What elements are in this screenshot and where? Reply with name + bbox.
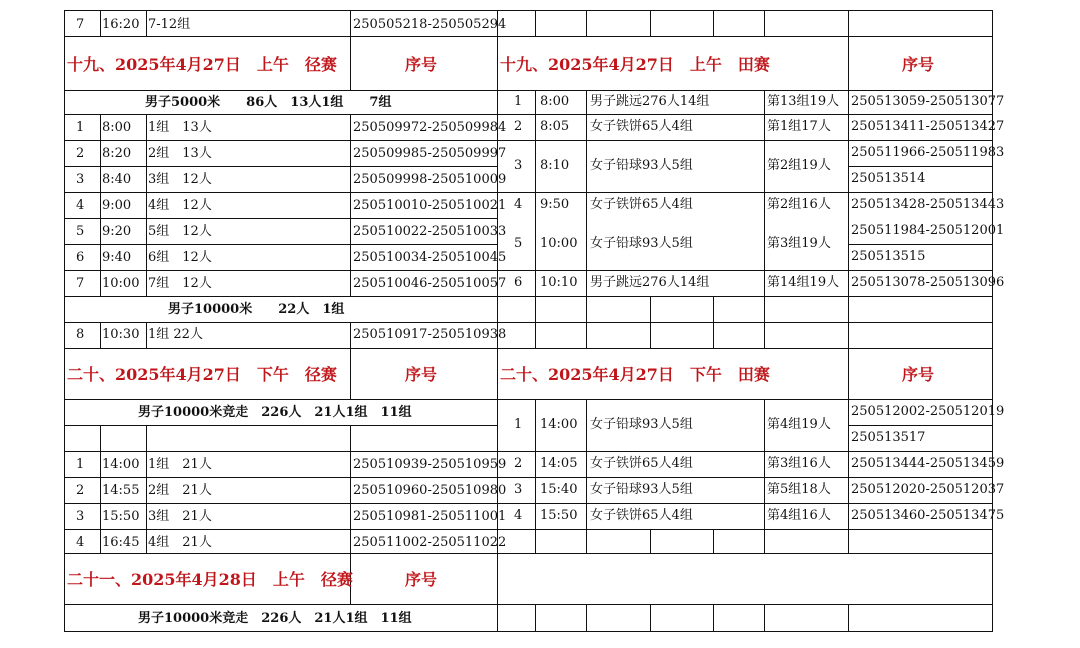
field-cell-n: 3 [514, 482, 523, 497]
grid-line [64, 451, 498, 452]
track-cell-time: 16:45 [102, 535, 140, 550]
track-cell-group: 1组 21人 [148, 457, 212, 472]
track-cell-time: 9:40 [102, 250, 132, 265]
grid-line [497, 477, 993, 478]
sec19-seq-header: 序号 [405, 55, 438, 74]
sec21-track-title: 二十一、2025年4月28日 上午 径赛 [67, 570, 353, 589]
field-cell-event: 男子跳远276人14组 [590, 275, 710, 290]
track-cell-n: 7 [76, 276, 85, 291]
grid-line [100, 425, 101, 554]
grid-line [64, 244, 498, 245]
grid-line [535, 296, 536, 349]
grid-line [146, 114, 147, 297]
track-cell-n: 3 [76, 509, 85, 524]
grid-line [64, 192, 498, 193]
grid-line [848, 399, 849, 530]
top-row-group: 7-12组 [148, 17, 191, 32]
grid-line [64, 218, 498, 219]
track-cell-group: 4组 21人 [148, 535, 212, 550]
top-row-time: 16:20 [102, 17, 140, 32]
top-row-number: 7 [76, 17, 85, 32]
grid-line [535, 399, 536, 530]
track-cell-time: 8:20 [102, 146, 132, 161]
grid-line [535, 10, 536, 37]
grid-line [650, 529, 651, 554]
field-cell-event: 女子铅球93人5组 [590, 236, 693, 251]
track-cell-group: 2组 13人 [148, 146, 212, 161]
track-cell-n: 2 [76, 483, 85, 498]
grid-line [848, 425, 993, 426]
field-cell-seq: 250513517 [851, 430, 926, 445]
track-cell-n: 3 [76, 172, 85, 187]
field-cell-n: 6 [514, 275, 523, 290]
track-cell-time: 8:40 [102, 172, 132, 187]
grid-line [848, 166, 993, 167]
grid-line [497, 140, 993, 141]
field-cell-n: 3 [514, 158, 523, 173]
field-cell-group: 第3组16人 [767, 456, 831, 471]
sec20-field-title: 二十、2025年4月27日 下午 田赛 [500, 365, 770, 384]
field-cell-event: 女子铁饼65人4组 [590, 197, 693, 212]
grid-line [64, 503, 498, 504]
track-cell-group: 3组 12人 [148, 172, 212, 187]
grid-line [586, 10, 587, 37]
grid-line [586, 90, 587, 297]
grid-line [64, 348, 993, 349]
grid-line [713, 296, 714, 349]
track-cell-n: 5 [76, 224, 85, 239]
grid-line [64, 90, 993, 91]
field-cell-seq: 250512020-250512037 [851, 482, 1005, 497]
grid-line [64, 399, 993, 400]
grid-line [586, 604, 587, 632]
grid-line [350, 348, 351, 400]
grid-line [497, 451, 993, 452]
grid-line [764, 529, 765, 554]
grid-line [64, 10, 65, 632]
field-cell-group: 第13组19人 [767, 94, 840, 109]
track-cell-time: 8:00 [102, 120, 132, 135]
field-cell-seq: 250513428-250513443 [851, 197, 1005, 212]
grid-line [64, 270, 498, 271]
track-cell-group: 7组 12人 [148, 276, 212, 291]
sec21-seq-header: 序号 [405, 570, 438, 589]
field-cell-seq: 250513460-250513475 [851, 508, 1005, 523]
grid-line [764, 10, 765, 37]
grid-line [350, 10, 351, 37]
field-cell-seq: 250513514 [851, 171, 926, 186]
field-cell-event: 男子跳远276人14组 [590, 94, 710, 109]
track-cell-group: 1组 13人 [148, 120, 212, 135]
sec19-field-title: 十九、2025年4月27日 上午 田赛 [500, 55, 770, 74]
grid-line [146, 322, 147, 349]
track-cell-n: 1 [76, 457, 85, 472]
sec20-seq-header: 序号 [405, 365, 438, 384]
field-cell-time: 8:00 [540, 94, 570, 109]
grid-line [146, 10, 147, 37]
field-cell-group: 第4组16人 [767, 508, 831, 523]
field-cell-time: 15:50 [540, 508, 578, 523]
grid-line [64, 425, 498, 426]
sec19-row10000-seq: 250510917-250510938 [353, 327, 507, 342]
field-cell-group: 第4组19人 [767, 417, 831, 432]
field-cell-seq: 250513078-250513096 [851, 275, 1005, 290]
field-cell-seq: 250513444-250513459 [851, 456, 1005, 471]
sec19-row10000-time: 10:30 [102, 327, 140, 342]
grid-line [350, 36, 351, 91]
field-cell-time: 10:00 [540, 236, 578, 251]
grid-line [848, 244, 993, 245]
track-cell-time: 14:00 [102, 457, 140, 472]
grid-line [535, 90, 536, 297]
field-cell-group: 第2组16人 [767, 197, 831, 212]
field-cell-seq: 250513059-250513077 [851, 94, 1005, 109]
field-cell-group: 第14组19人 [767, 275, 840, 290]
sec21-sub: 男子10000米竞走 226人 21人1组 11组 [138, 611, 412, 626]
track-cell-group: 6组 12人 [148, 250, 212, 265]
grid-line [350, 425, 351, 554]
field-cell-n: 1 [514, 94, 523, 109]
track-cell-time: 10:00 [102, 276, 140, 291]
field-cell-seq: 250511984-250512001 [851, 223, 1005, 238]
grid-line [350, 114, 351, 297]
field-cell-n: 1 [514, 417, 523, 432]
sec20-track-title: 二十、2025年4月27日 下午 径赛 [67, 365, 337, 384]
field-cell-event: 女子铅球93人5组 [590, 482, 693, 497]
grid-line [497, 503, 993, 504]
grid-line [713, 529, 714, 554]
grid-line [64, 553, 993, 554]
track-cell-time: 9:20 [102, 224, 132, 239]
grid-line [64, 10, 993, 11]
grid-line [586, 399, 587, 530]
track-cell-seq: 250509985-250509997 [353, 146, 507, 161]
grid-line [497, 114, 993, 115]
grid-line [848, 36, 849, 91]
track-cell-group: 3组 21人 [148, 509, 212, 524]
grid-line [764, 296, 765, 349]
track-cell-n: 1 [76, 120, 85, 135]
track-cell-time: 14:55 [102, 483, 140, 498]
track-cell-group: 5组 12人 [148, 224, 212, 239]
grid-line [64, 166, 498, 167]
track-cell-seq: 250510981-250511001 [353, 509, 507, 524]
sec19-track-title: 十九、2025年4月27日 上午 径赛 [67, 55, 337, 74]
sec20-sub: 男子10000米竞走 226人 21人1组 11组 [138, 405, 412, 420]
grid-line [64, 140, 498, 141]
field-cell-n: 2 [514, 119, 523, 134]
grid-line [64, 631, 993, 632]
grid-line [350, 322, 351, 349]
field-cell-time: 10:10 [540, 275, 578, 290]
field-cell-n: 2 [514, 456, 523, 471]
grid-line [848, 10, 849, 37]
field-cell-time: 8:10 [540, 158, 570, 173]
field-cell-event: 女子铅球93人5组 [590, 158, 693, 173]
sec19-sub-5000: 男子5000米 86人 13人1组 7组 [145, 95, 392, 110]
grid-line [64, 529, 498, 530]
sec20-field-seq-header: 序号 [902, 365, 935, 384]
grid-line [650, 10, 651, 37]
track-cell-n: 6 [76, 250, 85, 265]
field-cell-n: 4 [514, 508, 523, 523]
grid-line [100, 322, 101, 349]
sec19-sub-10000: 男子10000米 22人 1组 [168, 302, 345, 317]
field-cell-event: 女子铁饼65人4组 [590, 508, 693, 523]
grid-line [586, 296, 587, 349]
grid-line [713, 604, 714, 632]
track-cell-group: 4组 12人 [148, 198, 212, 213]
grid-line [764, 399, 765, 530]
track-cell-seq: 250510034-250510045 [353, 250, 507, 265]
sec19-row10000-group: 1组 22人 [148, 327, 203, 342]
grid-line [713, 10, 714, 37]
track-cell-seq: 250510960-250510980 [353, 483, 507, 498]
track-cell-time: 15:50 [102, 509, 140, 524]
sec19-row10000-number: 8 [76, 327, 85, 342]
grid-line [497, 270, 993, 271]
track-cell-seq: 250510046-250510057 [353, 276, 507, 291]
grid-line [100, 114, 101, 297]
grid-line [586, 529, 587, 554]
grid-line [64, 604, 498, 605]
grid-line [64, 114, 498, 115]
grid-line [848, 90, 849, 297]
grid-line [100, 10, 101, 37]
grid-line [764, 604, 765, 632]
field-cell-seq: 250512002-250512019 [851, 404, 1005, 419]
track-cell-n: 4 [76, 198, 85, 213]
field-cell-group: 第2组19人 [767, 158, 831, 173]
top-row-seq: 250505218-250505294 [353, 17, 507, 32]
field-cell-time: 15:40 [540, 482, 578, 497]
field-cell-n: 4 [514, 197, 523, 212]
grid-line [535, 529, 536, 554]
grid-line [848, 296, 849, 349]
grid-line [497, 192, 993, 193]
field-cell-group: 第3组19人 [767, 236, 831, 251]
field-cell-event: 女子铁饼65人4组 [590, 119, 693, 134]
field-cell-seq: 250513411-250513427 [851, 119, 1005, 134]
grid-line [535, 604, 536, 632]
field-cell-event: 女子铅球93人5组 [590, 417, 693, 432]
track-cell-time: 9:00 [102, 198, 132, 213]
track-cell-n: 4 [76, 535, 85, 550]
grid-line [650, 604, 651, 632]
grid-line [64, 36, 993, 37]
track-cell-seq: 250509998-250510009 [353, 172, 507, 187]
field-cell-time: 14:00 [540, 417, 578, 432]
field-cell-time: 9:50 [540, 197, 570, 212]
field-cell-time: 8:05 [540, 119, 570, 134]
grid-line [497, 322, 993, 323]
field-cell-seq: 250511966-250511983 [851, 145, 1005, 160]
grid-line [497, 529, 993, 530]
field-cell-seq: 250513515 [851, 249, 926, 264]
grid-line [848, 348, 849, 400]
grid-line [64, 477, 498, 478]
grid-line [146, 425, 147, 554]
grid-line [764, 90, 765, 297]
grid-line [64, 296, 498, 297]
track-cell-seq: 250510022-250510033 [353, 224, 507, 239]
field-cell-group: 第1组17人 [767, 119, 831, 134]
track-cell-seq: 250510939-250510959 [353, 457, 507, 472]
field-cell-n: 5 [514, 236, 523, 251]
track-cell-seq: 250510010-250510021 [353, 198, 507, 213]
track-cell-seq: 250511002-250511022 [353, 535, 507, 550]
field-cell-group: 第5组18人 [767, 482, 831, 497]
track-cell-n: 2 [76, 146, 85, 161]
track-cell-group: 2组 21人 [148, 483, 212, 498]
grid-line [848, 604, 849, 632]
track-cell-seq: 250509972-250509984 [353, 120, 507, 135]
field-cell-time: 14:05 [540, 456, 578, 471]
sec19-field-seq-header: 序号 [902, 55, 935, 74]
grid-line [64, 322, 498, 323]
grid-line [848, 529, 849, 554]
field-cell-event: 女子铁饼65人4组 [590, 456, 693, 471]
grid-line [650, 296, 651, 349]
grid-line [497, 604, 993, 605]
grid-line [497, 296, 993, 297]
